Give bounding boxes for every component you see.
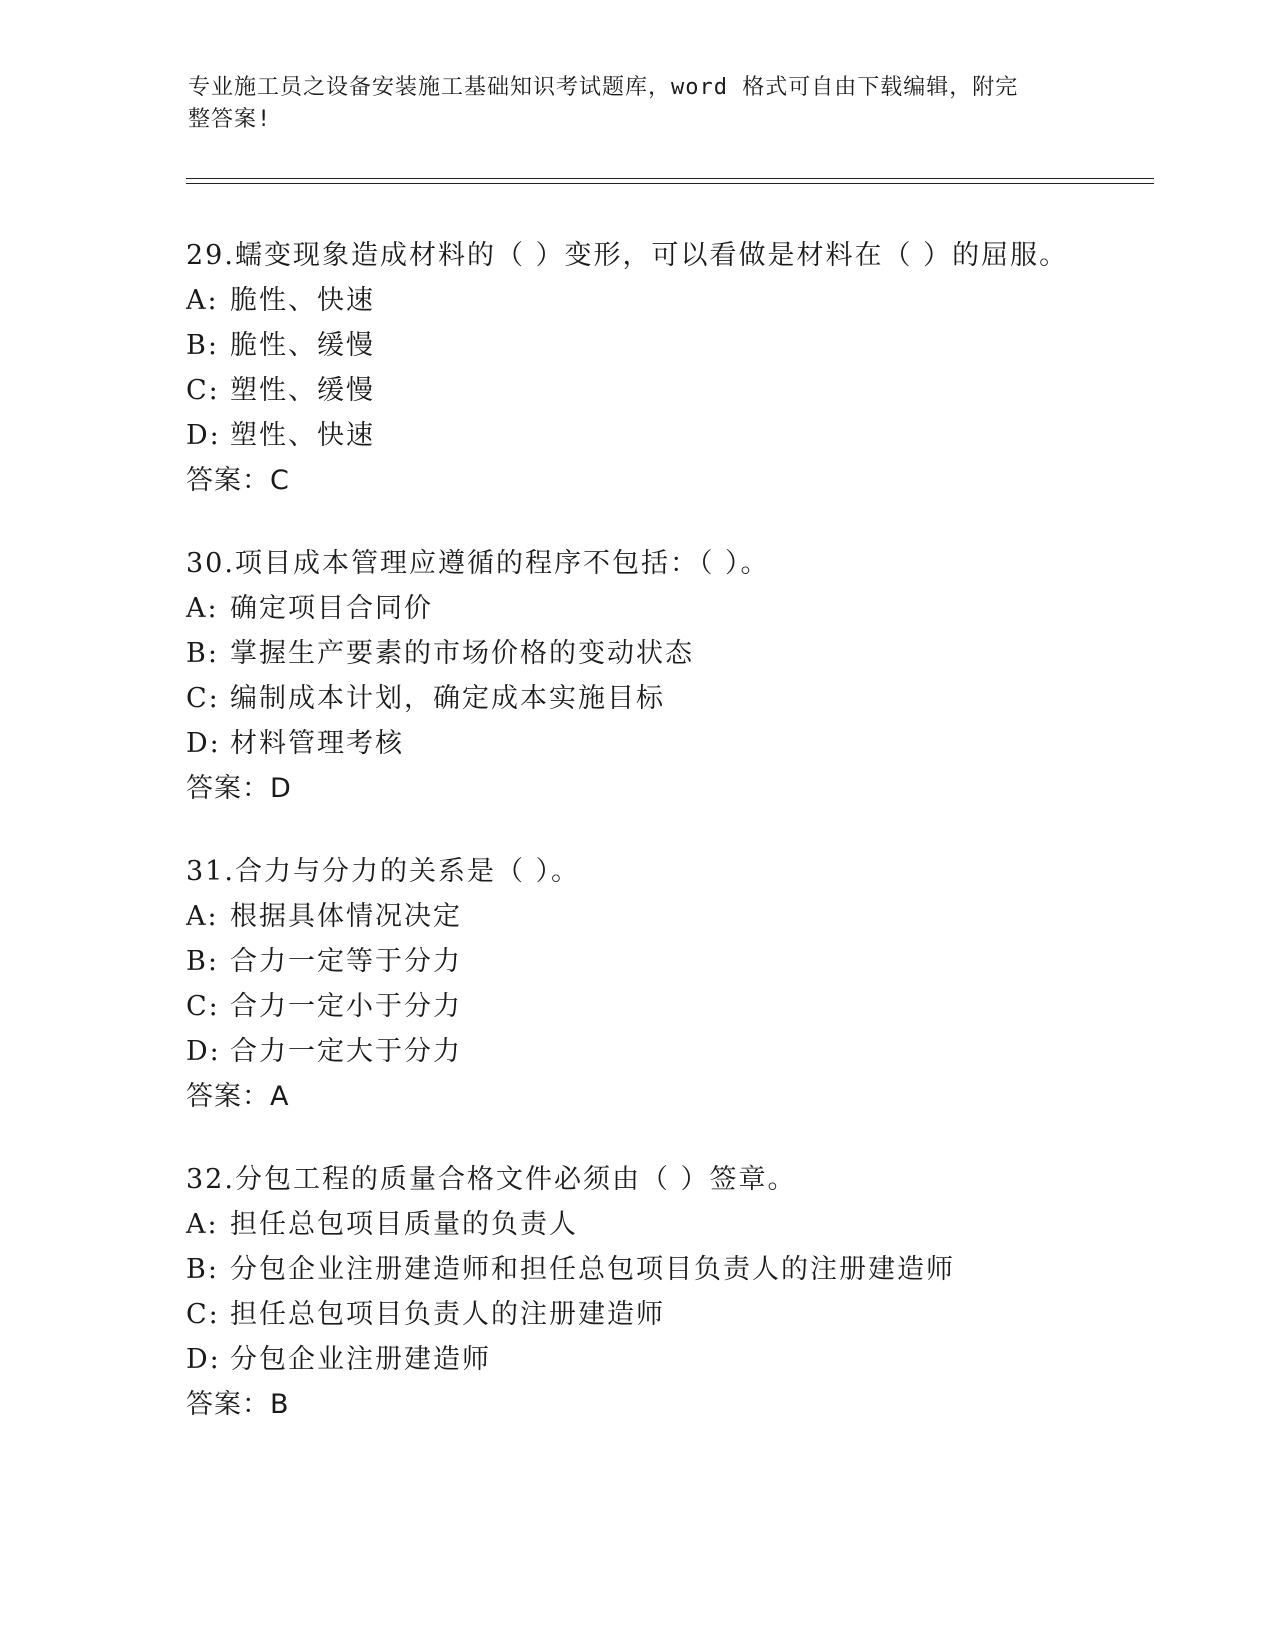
option-text: 脆性、快速 [230,285,375,316]
option-letter: B: [186,946,219,977]
option-text: 分包企业注册建造师 [230,1344,491,1375]
option-a [186,1202,1186,1247]
option-b [186,1247,1186,1292]
option-a [186,586,1186,631]
option-d [186,721,1186,766]
document-header [188,72,1068,136]
header-line-1: 专业施工员之设备安装施工基础知识考试题库，word 格式可自由下载编辑，附完 [188,75,1019,100]
option-a [186,894,1186,939]
option-text: 担任总包项目质量的负责人 [230,1209,578,1240]
option-text: 编制成本计划，确定成本实施目标 [230,683,665,714]
header-divider-bottom [186,183,1154,184]
option-letter: C: [186,1299,220,1330]
option-letter: A: [186,285,219,316]
option-d [186,1337,1186,1382]
option-d [186,413,1186,458]
option-text: 根据具体情况决定 [230,901,462,932]
option-letter: B: [186,330,219,361]
option-text: 合力一定小于分力 [230,991,462,1022]
option-text: 担任总包项目负责人的注册建造师 [230,1299,665,1330]
option-letter: A: [186,593,219,624]
question-title: 31.合力与分力的关系是（ ）。 [186,856,581,887]
question-30 [186,542,1186,812]
question-list [186,234,1186,1466]
answer-line: 答案：D [186,773,292,804]
option-letter: C: [186,991,220,1022]
option-letter: C: [186,683,220,714]
option-b [186,939,1186,984]
option-c [186,368,1186,413]
question-title: 29.蠕变现象造成材料的（ ）变形，可以看做是材料在（ ）的屈服。 [186,240,1069,271]
answer-line: 答案：C [186,465,290,496]
answer-line: 答案：A [186,1081,290,1112]
option-text: 掌握生产要素的市场价格的变动状态 [230,638,694,669]
option-c [186,984,1186,1029]
question-29 [186,234,1186,504]
option-text: 确定项目合同价 [230,593,433,624]
option-letter: A: [186,1209,219,1240]
option-b [186,631,1186,676]
header-line-2: 整答案! [188,107,272,132]
option-letter: D: [186,728,221,759]
question-31 [186,850,1186,1120]
option-letter: C: [186,375,220,406]
question-title: 32.分包工程的质量合格文件必须由（ ）签章。 [186,1164,797,1195]
option-letter: D: [186,1036,221,1067]
option-text: 合力一定等于分力 [230,946,462,977]
option-c [186,1292,1186,1337]
option-text: 塑性、缓慢 [230,375,375,406]
answer-line: 答案：B [186,1389,290,1420]
option-text: 脆性、缓慢 [230,330,375,361]
option-text: 塑性、快速 [230,420,375,451]
option-d [186,1029,1186,1074]
option-a [186,278,1186,323]
option-letter: D: [186,420,221,451]
option-letter: B: [186,638,219,669]
option-text: 分包企业注册建造师和担任总包项目负责人的注册建造师 [230,1254,955,1285]
option-b [186,323,1186,368]
option-letter: D: [186,1344,221,1375]
question-title: 30.项目成本管理应遵循的程序不包括：（ ）。 [186,548,770,579]
header-divider-top [186,178,1154,179]
option-letter: B: [186,1254,219,1285]
option-c [186,676,1186,721]
option-letter: A: [186,901,219,932]
option-text: 合力一定大于分力 [230,1036,462,1067]
option-text: 材料管理考核 [230,728,404,759]
question-32 [186,1158,1186,1428]
